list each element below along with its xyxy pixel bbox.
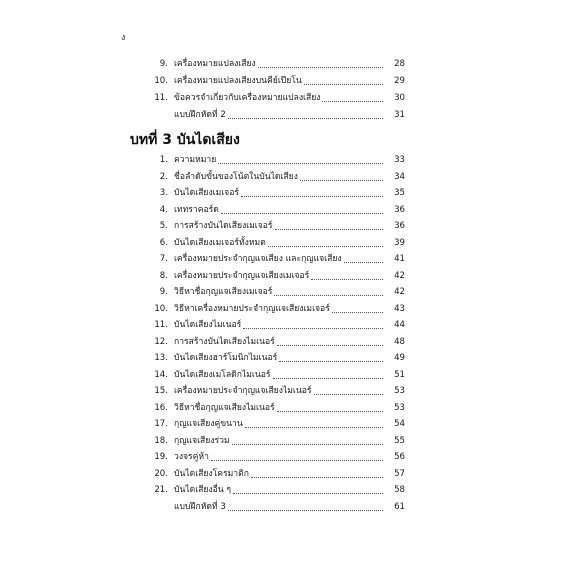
toc-entry-page: 34 xyxy=(394,172,405,182)
dot-leader xyxy=(277,410,383,412)
toc-entry-page: 31 xyxy=(394,110,405,120)
toc-entry-title: เครื่องหมายประจำกุญแจเสียงไมเนอร์ xyxy=(174,386,312,396)
toc-entry-title: การสร้างบันไดเสียงไมเนอร์ xyxy=(174,337,275,347)
dot-leader xyxy=(211,459,383,461)
toc-entry-number: 15. xyxy=(154,386,168,396)
toc-entry[interactable] xyxy=(140,200,405,216)
toc-entry-number: 13. xyxy=(154,353,168,363)
dot-leader xyxy=(241,195,383,197)
dot-leader xyxy=(245,426,383,428)
chapter-heading: บทที่ 3 บันไดเสียง xyxy=(130,132,240,148)
toc-entry-number: 9. xyxy=(159,59,168,69)
toc-entry-number: 6. xyxy=(159,238,168,248)
toc-entry-page: 30 xyxy=(394,93,405,103)
toc-entry-page: 41 xyxy=(394,254,405,264)
toc-entry-number: 3. xyxy=(159,188,168,198)
toc-entry-page: 28 xyxy=(394,59,405,69)
toc-entry[interactable] xyxy=(140,71,405,87)
toc-entry-title: แบบฝึกหัดที่ 2 xyxy=(174,110,226,120)
dot-leader xyxy=(311,278,383,280)
dot-leader xyxy=(274,294,383,296)
toc-entry-page: 36 xyxy=(394,221,405,231)
toc-entry[interactable] xyxy=(140,150,405,166)
toc-entry[interactable] xyxy=(140,266,405,282)
toc-entry-page: 56 xyxy=(394,452,405,462)
toc-entry-page: 57 xyxy=(394,469,405,479)
page-marker: ง xyxy=(121,33,126,43)
toc-entry-title: บันไดเสียงอื่น ๆ xyxy=(174,485,232,495)
toc-entry-page: 58 xyxy=(394,485,405,495)
toc-entry[interactable] xyxy=(140,105,405,121)
toc-entry-number: 10. xyxy=(154,76,168,86)
toc-entry-page: 51 xyxy=(394,370,405,380)
dot-leader xyxy=(275,228,383,230)
toc-entry[interactable] xyxy=(140,183,405,199)
toc-entry-number: 16. xyxy=(154,403,168,413)
toc-entry[interactable] xyxy=(140,216,405,232)
toc-entry-page: 49 xyxy=(394,353,405,363)
toc-entry-number: 21. xyxy=(154,485,168,495)
toc-entry-page: 53 xyxy=(394,403,405,413)
toc-entry[interactable] xyxy=(140,167,405,183)
dot-leader xyxy=(258,66,383,68)
toc-entry-page: 48 xyxy=(394,337,405,347)
dot-leader xyxy=(232,443,383,445)
dot-leader xyxy=(279,360,383,362)
dot-leader xyxy=(233,492,383,494)
toc-entry-title: วงจรคู่ห้า xyxy=(174,452,209,462)
toc-entry-title: เททราคอร์ด xyxy=(174,205,219,215)
dot-leader xyxy=(300,179,383,181)
toc-entry[interactable] xyxy=(140,282,405,298)
toc-entry-title: บันไดเสียงเมโลดิกไมเนอร์ xyxy=(174,370,271,380)
toc-entry-title: การสร้างบันไดเสียงเมเจอร์ xyxy=(174,221,273,231)
toc-entry-title: ชื่อลำดับขั้นของโน้ตในบันไดเสียง xyxy=(174,172,298,182)
toc-entry-page: 53 xyxy=(394,386,405,396)
toc-entry-title: เครื่องหมายประจำกุญแจเสียง และกุญแจเสียง xyxy=(174,254,342,264)
toc-entry-number: 20. xyxy=(154,469,168,479)
toc-entry-title: เครื่องหมายแปลงเสียงบนคีย์เปียโน xyxy=(174,76,302,86)
toc-entry-number: 14. xyxy=(154,370,168,380)
toc-entry-number: 11. xyxy=(154,320,168,330)
toc-entry[interactable] xyxy=(140,497,405,513)
dot-leader xyxy=(268,245,383,247)
toc-entry-number: 4. xyxy=(159,205,168,215)
dot-leader xyxy=(243,327,383,329)
toc-entry-page: 39 xyxy=(394,238,405,248)
dot-leader xyxy=(332,311,383,313)
toc-entry-page: 36 xyxy=(394,205,405,215)
toc-entry-title: วิธีหาเครื่องหมายประจำกุญแจเสียงเมเจอร์ xyxy=(174,304,330,314)
toc-entry[interactable] xyxy=(140,233,405,249)
toc-entry-title: วิธีหาชื่อกุญแจเสียงไมเนอร์ xyxy=(174,403,275,413)
toc-entry-page: 54 xyxy=(394,419,405,429)
toc-entry[interactable] xyxy=(140,414,405,430)
dot-leader xyxy=(344,261,383,263)
toc-entry[interactable] xyxy=(140,381,405,397)
toc-entry[interactable] xyxy=(140,447,405,463)
dot-leader xyxy=(228,117,383,119)
toc-entry-number: 2. xyxy=(159,172,168,182)
dot-leader xyxy=(304,83,383,85)
toc-entry-page: 33 xyxy=(394,155,405,165)
toc-entry-number: 9. xyxy=(159,287,168,297)
toc-entry[interactable] xyxy=(140,315,405,331)
toc-entry[interactable] xyxy=(140,365,405,381)
toc-entry-title: บันไดเสียงฮาร์โมนิกไมเนอร์ xyxy=(174,353,278,363)
toc-entry-title: ความหมาย xyxy=(174,155,217,165)
dot-leader xyxy=(218,162,383,164)
toc-entry-page: 44 xyxy=(394,320,405,330)
toc-entry-number: 5. xyxy=(159,221,168,231)
dot-leader xyxy=(314,393,384,395)
toc-entry-title: กุญแจเสียงร่วม xyxy=(174,436,230,446)
dot-leader xyxy=(228,509,383,511)
dot-leader xyxy=(273,377,384,379)
toc-entry[interactable] xyxy=(140,88,405,104)
toc-entry-page: 35 xyxy=(394,188,405,198)
toc-entry-page: 61 xyxy=(394,502,405,512)
toc-entry-page: 55 xyxy=(394,436,405,446)
toc-entry[interactable] xyxy=(140,464,405,480)
toc-entry-title: กุญแจเสียงคู่ขนาน xyxy=(174,419,243,429)
toc-entry-number: 17. xyxy=(154,419,168,429)
dot-leader xyxy=(277,344,383,346)
toc-entry-title: เครื่องหมายประจำกุญแจเสียงเมเจอร์ xyxy=(174,271,310,281)
toc-entry-page: 42 xyxy=(394,271,405,281)
toc-entry-page: 43 xyxy=(394,304,405,314)
toc-entry-title: บันไดเสียงโครมาติก xyxy=(174,469,249,479)
toc-entry[interactable] xyxy=(140,249,405,265)
toc-entry-title: ข้อควรจำเกี่ยวกับเครื่องหมายแปลงเสียง xyxy=(174,93,321,103)
toc-entry[interactable] xyxy=(140,299,405,315)
toc-entry-page: 29 xyxy=(394,76,405,86)
toc-entry[interactable] xyxy=(140,480,405,496)
toc-entry[interactable] xyxy=(140,348,405,364)
toc-entry-number: 8. xyxy=(159,271,168,281)
toc-entry-title: บันไดเสียงเมเจอร์ทั้งหมด xyxy=(174,238,266,248)
dot-leader xyxy=(322,100,383,102)
toc-entry-page: 42 xyxy=(394,287,405,297)
toc-entry-title: บันไดเสียงเมเจอร์ xyxy=(174,188,239,198)
toc-entry-number: 1. xyxy=(159,155,168,165)
toc-entry-title: เครื่องหมายแปลงเสียง xyxy=(174,59,256,69)
toc-entry[interactable] xyxy=(140,431,405,447)
toc-entry[interactable] xyxy=(140,332,405,348)
toc-entry-number: 11. xyxy=(154,93,168,103)
toc-entry-number: 7. xyxy=(159,254,168,264)
toc-entry-title: แบบฝึกหัดที่ 3 xyxy=(174,502,226,512)
toc-entry[interactable] xyxy=(140,398,405,414)
toc-entry[interactable] xyxy=(140,54,405,70)
toc-entry-number: 10. xyxy=(154,304,168,314)
toc-entry-number: 19. xyxy=(154,452,168,462)
toc-entry-title: วิธีหาชื่อกุญแจเสียงเมเจอร์ xyxy=(174,287,273,297)
toc-entry-title: บันไดเสียงไมเนอร์ xyxy=(174,320,242,330)
dot-leader xyxy=(251,476,383,478)
dot-leader xyxy=(221,212,383,214)
toc-entry-number: 12. xyxy=(154,337,168,347)
toc-entry-number: 18. xyxy=(154,436,168,446)
